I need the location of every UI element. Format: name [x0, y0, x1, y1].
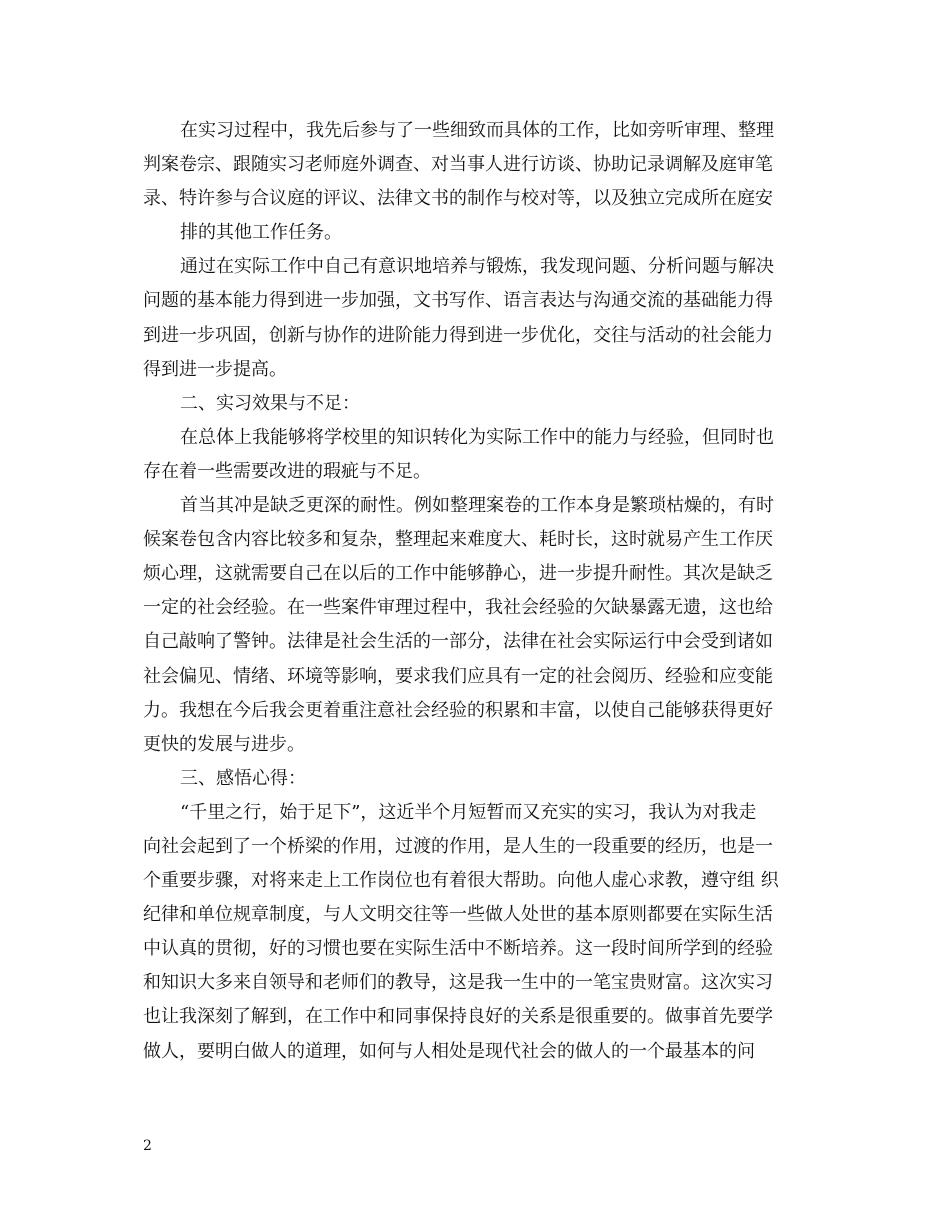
text-line: 候案卷包含内容比较多和复杂，整理起来难度大、耗时长，这时就易产生工作厌 — [143, 529, 773, 551]
text-line: 在总体上我能够将学校里的知识转化为实际工作中的能力与经验，但同时也 — [180, 426, 774, 448]
section-heading: 二、实习效果与不足： — [180, 392, 360, 414]
text-line: 一定的社会经验。在一些案件审理过程中，我社会经验的欠缺暴露无遗，这也给 — [143, 597, 773, 619]
text-line: 社会偏见、情绪、环境等影响，要求我们应具有一定的社会阅历、经验和应变能 — [143, 665, 773, 687]
text-line: 排的其他工作任务。 — [180, 222, 342, 244]
text-line: 到进一步巩固，创新与协作的进阶能力得到进一步优化，交往与活动的社会能力 — [143, 324, 773, 346]
text-line: 纪律和单位规章制度，与人文明交往等一些做人处世的基本原则都要在实际生活 — [143, 904, 773, 926]
text-line: 得到进一步提高。 — [143, 358, 287, 380]
section-heading: 三、感悟心得： — [180, 767, 306, 789]
text-line: 判案卷宗、跟随实习老师庭外调查、对当事人进行访谈、协助记录调解及庭审笔 — [143, 154, 773, 176]
document-body — [143, 114, 813, 1069]
text-line: 向社会起到了一个桥梁的作用，过渡的作用，是人生的一段重要的经历，也是一 — [143, 835, 773, 857]
text-line: 做人，要明白做人的道理，如何与人相处是现代社会的做人的一个最基本的问 — [143, 1040, 755, 1062]
text-line: 存在着一些需要改进的瑕疵与不足。 — [143, 460, 431, 482]
text-line: 和知识大多来自领导和老师们的教导，这是我一生中的一笔宝贵财富。这次实习 — [143, 972, 773, 994]
text-line: 也让我深刻了解到，在工作中和同事保持良好的关系是很重要的。做事首先要学 — [143, 1006, 773, 1028]
text-line: 首当其冲是缺乏更深的耐性。例如整理案卷的工作本身是繁琐枯燥的，有时 — [180, 495, 774, 517]
text-line: 录、特许参与合议庭的评议、法律文书的制作与校对等，以及独立完成所在庭安 — [143, 188, 773, 210]
page-number: 2 — [143, 1138, 152, 1154]
text-line: 力。我想在今后我会更着重注意社会经验的积累和丰富，以使自己能够获得更好 — [143, 699, 773, 721]
text-line: 问题的基本能力得到进一步加强，文书写作、语言表达与沟通交流的基础能力得 — [143, 290, 773, 312]
text-line: 在实习过程中，我先后参与了一些细致而具体的工作，比如旁听审理、整理 — [180, 120, 774, 141]
text-line: 个重要步骤，对将来走上工作岗位也有着很大帮助。向他人虚心求教，遵守组 织 — [143, 870, 779, 892]
text-line: 中认真的贯彻，好的习惯也要在实际生活中不断培养。这一段时间所学到的经验 — [143, 938, 773, 960]
text-line: 自己敲响了警钟。法律是社会生活的一部分，法律在社会实际运行中会受到诸如 — [143, 631, 773, 653]
text-line: 烦心理，这就需要自己在以后的工作中能够静心，进一步提升耐性。其次是缺乏 — [143, 563, 773, 585]
text-line: 通过在实际工作中自己有意识地培养与锻炼，我发现问题、分析问题与解决 — [180, 256, 774, 278]
text-line: “千里之行，始于足下”，这近半个月短暂而又充实的实习，我认为对我走 — [180, 801, 757, 823]
text-line: 更快的发展与进步。 — [143, 733, 305, 755]
